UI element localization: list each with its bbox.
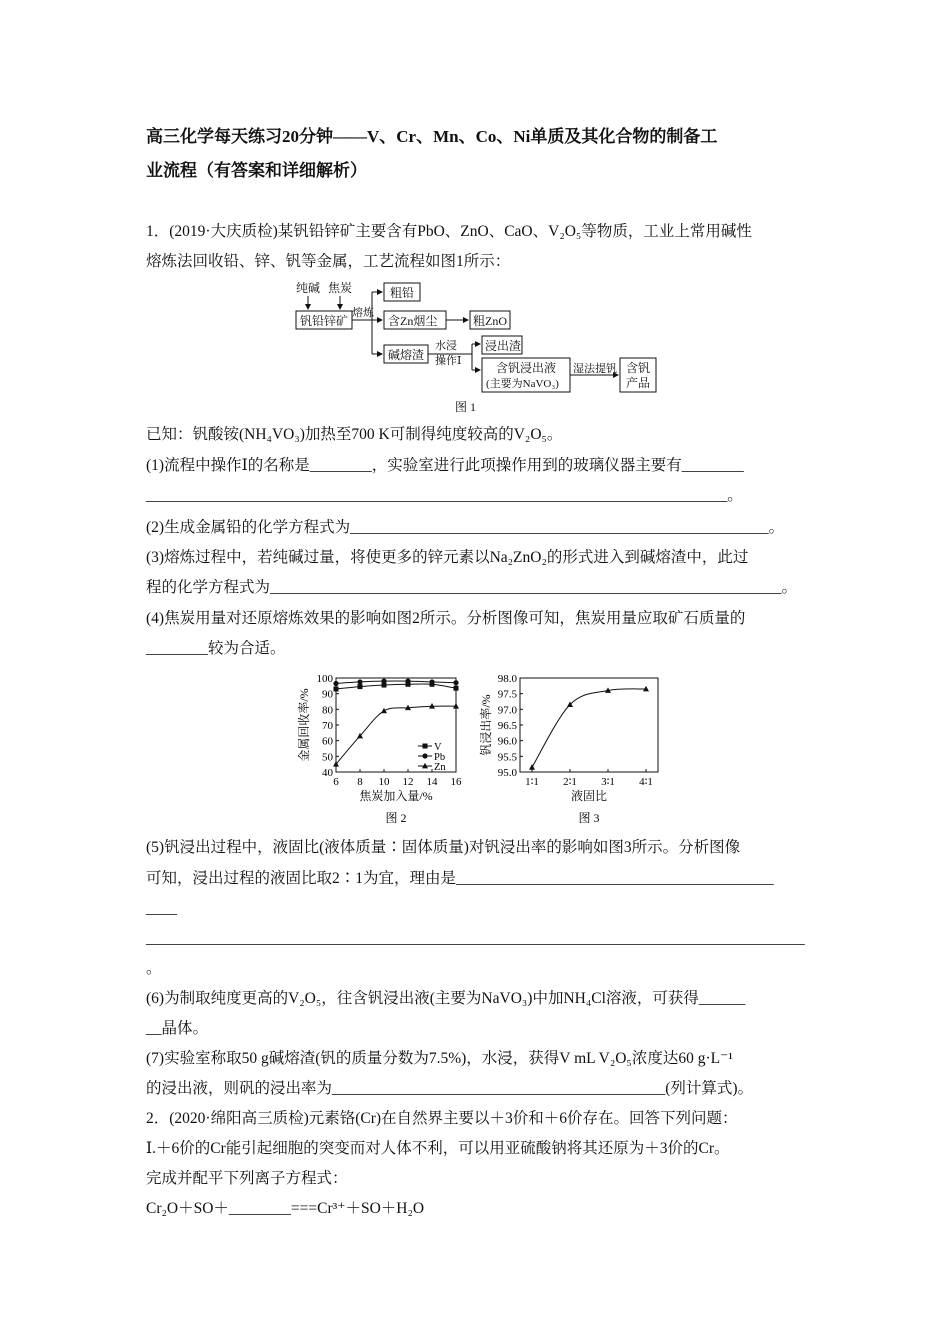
y-tick-label: 40 — [322, 767, 333, 779]
flow-liquid2: (主要为NaVO₃) — [486, 378, 559, 390]
data-point-v — [334, 686, 339, 691]
q1-part7-a: (7)实验室称取50 g碱熔渣(钒的质量分数为7.5%)，水浸，获得V mL V₂O₅浓度达60 g·L⁻¹ — [146, 1050, 733, 1067]
q1-part2: (2)生成金属铅的化学方程式为______________________________________________________。 — [146, 519, 785, 536]
page-title-line2: 业流程（有答案和详细解析） — [146, 161, 367, 180]
chart-figure-2 — [292, 668, 472, 828]
data-point-v — [358, 684, 363, 689]
data-point-pb — [381, 679, 386, 684]
flow-water1: 水浸 — [435, 340, 457, 352]
flow-liquid1: 含钒浸出液 — [496, 361, 557, 375]
legend-marker-v — [423, 744, 428, 749]
flow-residue: 浸出渣 — [485, 339, 522, 353]
q2-equation: Cr₂O＋SO＋________===Cr³⁺＋SO＋H₂O — [146, 1200, 425, 1217]
q1-part6-a: (6)为制取纯度更高的V₂O₅，往含钒浸出液(主要为NaVO₃)中加NH₄Cl溶液，可获得______ — [146, 990, 746, 1007]
y-tick-label: 80 — [322, 704, 333, 717]
q1-intro-2: 熔炼法回收铅、锌、钒等金属，工艺流程如图1所示： — [146, 253, 511, 270]
flow-prod2: 产品 — [626, 376, 651, 390]
x-axis-label: 焦炭加入量/% — [359, 789, 433, 803]
legend-label: V — [434, 742, 442, 753]
flow-prod1: 含钒 — [626, 361, 651, 375]
flow-coke: 焦炭 — [328, 281, 353, 295]
y-tick-label: 98.0 — [497, 673, 517, 685]
flow-pb: 粗铅 — [390, 286, 415, 300]
q1-part1-b: ___________________________________________________________________________。 — [146, 487, 743, 504]
q2-section1-instruction: 完成并配平下列离子方程式： — [146, 1170, 348, 1187]
legend-label: Zn — [434, 762, 446, 773]
x-tick-label: 1∶1 — [525, 776, 539, 788]
q1-part3-a: (3)熔炼过程中，若纯碱过量，将使更多的锌元素以Na₂ZnO₂的形式进入到碱熔渣中，此过 — [146, 549, 749, 566]
q1-part6-b: __晶体。 — [146, 1020, 209, 1037]
q1-part3-b: 程的化学方程式为__________________________________________________________________。 — [146, 579, 798, 596]
x-tick-label: 16 — [450, 776, 462, 788]
series-line-pb — [336, 681, 456, 683]
q2-section1: Ⅰ.＋6价的Cr能引起细胞的突变而对人体不利，可以用亚硫酸钠将其还原为＋3价的Cr。 — [146, 1140, 730, 1157]
q1-part4-a: (4)焦炭用量对还原熔炼效果的影响如图2所示。分析图像可知，焦炭用量应取矿石质量的 — [146, 610, 746, 627]
y-tick-label: 90 — [322, 688, 333, 701]
y-tick-label: 97.5 — [497, 688, 517, 701]
data-point-pb — [357, 679, 362, 684]
flow-slag: 碱熔渣 — [388, 348, 425, 362]
chart-caption: 图 2 — [385, 811, 407, 825]
y-tick-label: 60 — [322, 735, 333, 748]
q1-part7-b: 的浸出液，则矾的浸出率为___________________________________________(列计算式)。 — [146, 1080, 754, 1097]
q1-part5-e: 。 — [146, 960, 162, 977]
legend-label: Pb — [434, 752, 446, 763]
y-tick-label: 100 — [316, 673, 333, 685]
data-point-zn — [381, 708, 387, 714]
plot-frame — [520, 678, 658, 772]
data-point — [529, 764, 535, 770]
x-tick-label: 2∶1 — [563, 776, 577, 788]
q2-intro: 2．(2020·绵阳高三质检)元素铬(Cr)在自然界主要以＋3价和＋6价存在。回答下列问题： — [146, 1110, 738, 1127]
x-axis-label: 液固比 — [570, 789, 608, 803]
flowchart-figure-1 — [290, 278, 670, 418]
chart-figure-3 — [478, 668, 668, 828]
flow-soda: 纯碱 — [296, 281, 321, 295]
q1-intro-1: 1．(2019·大庆质检)某钒铅锌矿主要含有PbO、ZnO、CaO、V₂O₅等物质，工业上常用碱性 — [146, 223, 752, 240]
flow-zno: 粗ZnO — [473, 314, 507, 328]
x-tick-label: 4∶1 — [639, 776, 653, 788]
flow-zndust: 含Zn烟尘 — [388, 314, 438, 328]
y-tick-label: 97.0 — [497, 704, 517, 717]
x-tick-label: 3∶1 — [601, 776, 615, 788]
q1-part1-a: (1)流程中操作Ⅰ的名称是________，实验室进行此项操作用到的玻璃仪器主要有________ — [146, 457, 744, 474]
chart-caption: 图 3 — [578, 811, 600, 825]
flow-smelt: 熔炼 — [352, 307, 374, 319]
q1-part5-b: 可知，浸出过程的液固比取2∶1为宜，理由是_________________________________________ — [146, 870, 774, 887]
data-point-pb — [429, 679, 434, 684]
q1-known: 已知：钒酸铵(NH₄VO₃)加热至700 K可制得纯度较高的V₂O₅。 — [146, 426, 563, 443]
flow-water2: 操作Ⅰ — [435, 355, 462, 367]
legend-marker-pb — [422, 753, 427, 758]
x-tick-label: 6 — [333, 776, 339, 788]
data-point-v — [454, 686, 459, 691]
y-tick-label: 70 — [322, 720, 333, 732]
flow-caption: 图 1 — [455, 400, 477, 414]
q1-part5-c: ____ — [146, 900, 177, 917]
y-tick-label: 96.5 — [497, 720, 517, 732]
series-line-v — [336, 684, 456, 689]
y-tick-label: 96.0 — [497, 735, 517, 748]
y-axis-label: 金属回收率/% — [297, 688, 311, 762]
y-axis-label: 钒浸出率/% — [479, 694, 493, 756]
y-tick-label: 95.5 — [497, 751, 517, 764]
flow-wet: 湿法提钒 — [573, 363, 617, 375]
data-point-pb — [405, 679, 410, 684]
data-point-pb — [453, 680, 458, 685]
y-tick-label: 50 — [322, 751, 333, 764]
x-tick-label: 12 — [402, 776, 414, 788]
x-tick-label: 10 — [378, 776, 390, 788]
y-tick-label: 95.0 — [497, 767, 517, 779]
x-tick-label: 8 — [357, 776, 363, 788]
data-point-pb — [333, 681, 338, 686]
x-tick-label: 14 — [426, 776, 438, 788]
series-line — [532, 689, 646, 767]
q1-part5-a: (5)钒浸出过程中，液固比(液体质量∶固体质量)对钒浸出率的影响如图3所示。分析图像 — [146, 839, 741, 856]
page-title-line1: 高三化学每天练习20分钟——V、Cr、Mn、Co、Ni单质及其化合物的制备工 — [146, 127, 718, 146]
flow-ore: 钒铅锌矿 — [300, 314, 349, 328]
q1-part5-d: _____________________________________________________________________________________ — [146, 930, 805, 947]
q1-part4-b: ________较为合适。 — [146, 640, 286, 657]
